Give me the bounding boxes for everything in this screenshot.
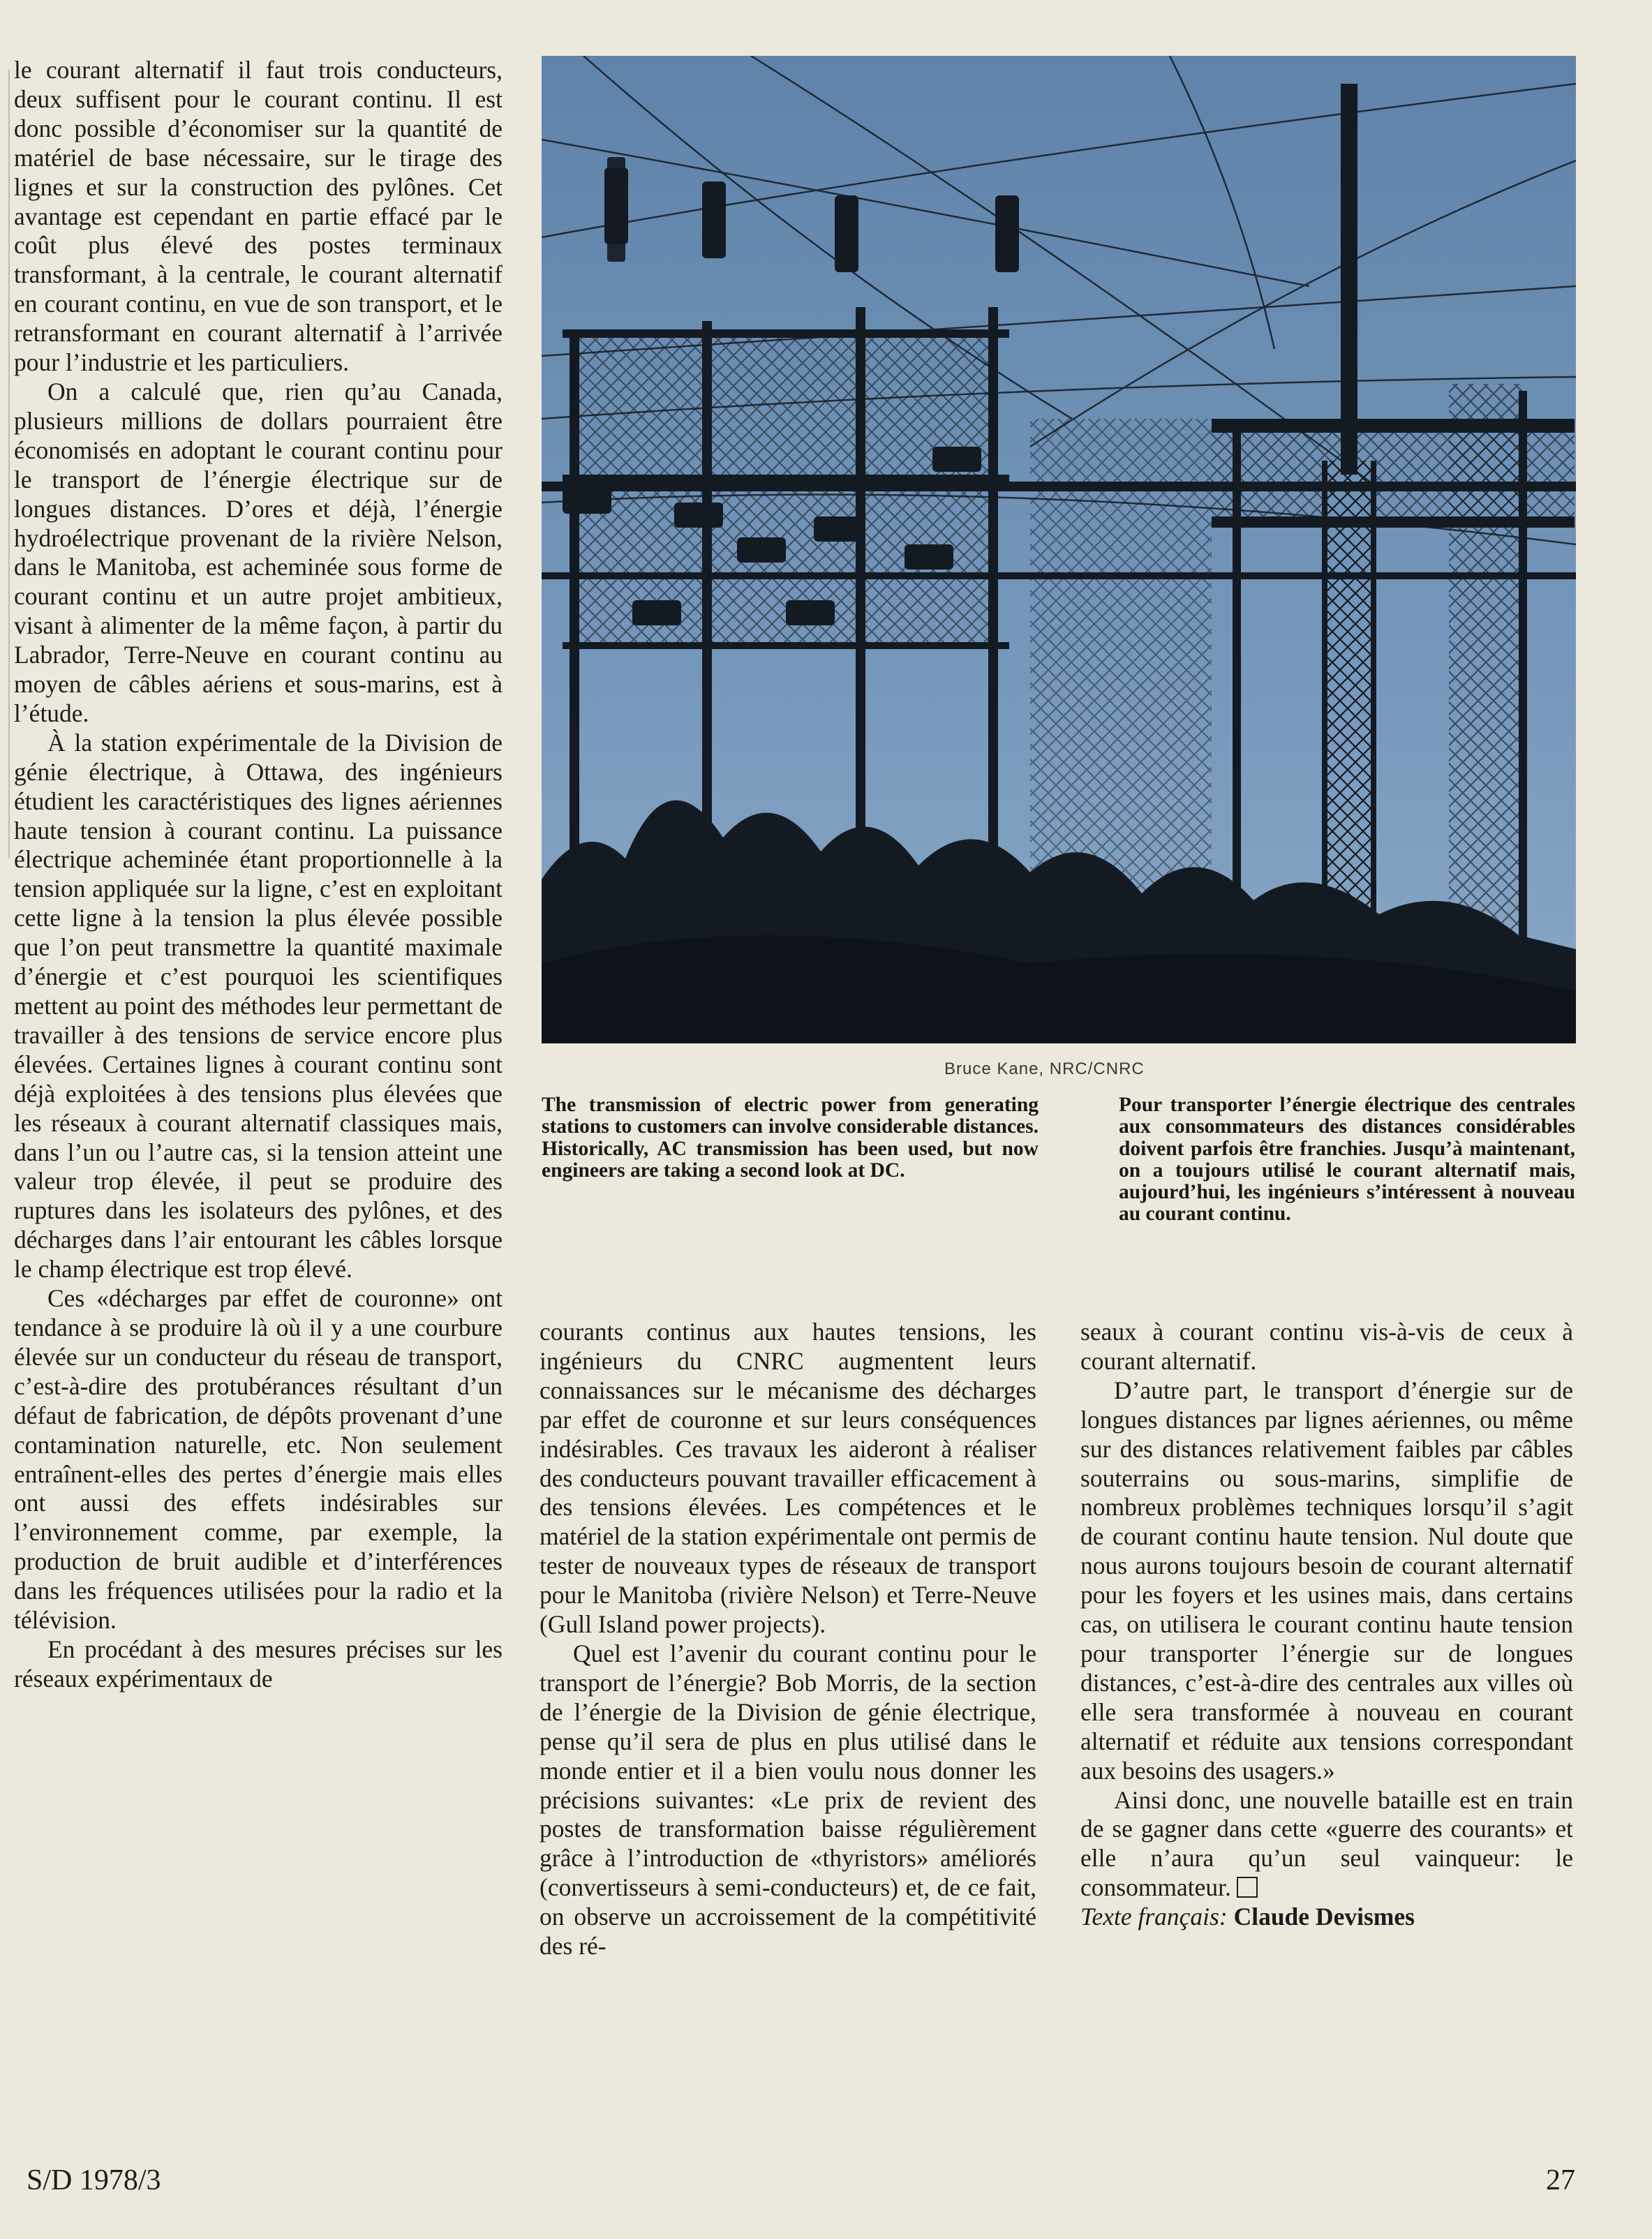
caption-english: The transmission of electric power from generating stations to customers can involve considerable distances. Historically, AC transmission has been used, but now engineers are taking a second look at DC. xyxy=(542,1094,1039,1182)
paragraph-final xyxy=(1080,1786,1573,1903)
article-column-middle xyxy=(539,1318,1036,1961)
paragraph: D’autre part, le transport d’énergie sur de longues distances par lignes aériennes, ou même sur des distances relativement faibles par câbles souterrains ou sous-marins, simplifie de nombreux problèmes techniques lorsqu’il s’agit de courant continu haute tension. Nul doute que nous aurons toujours besoin de courant alternatif pour les foyers et les usines mais, dans certains cas, on utilisera le courant continu haute tension pour transporter l’énergie sur de longues distances, c’est-à-dire des centrales aux villes où elle sera transformée à nouveau en courant alternatif et réduite aux tensions correspondant aux besoins des usagers.» xyxy=(1080,1376,1573,1785)
issue-folio: S/D 1978/3 xyxy=(27,2164,161,2196)
paragraph: seaux à courant continu vis-à-vis de ceux à courant alternatif. xyxy=(1080,1318,1573,1375)
article-column-left xyxy=(14,56,503,1694)
translator-label: Texte français: xyxy=(1080,1903,1228,1931)
translator-name: Claude Devismes xyxy=(1233,1903,1415,1931)
photo-credit: Bruce Kane, NRC/CNRC xyxy=(944,1059,1145,1078)
page-edge-shadow xyxy=(8,70,10,858)
paragraph-final-text: Ainsi donc, une nouvelle bataille est en train de se gagner dans cette «guerre des courants» et elle n’aura qu’un seul vainqueur: le consommateur. xyxy=(1080,1785,1573,1902)
paragraph: courants continus aux hautes tensions, les ingénieurs du CNRC augmentent leurs connaissances sur le mécanisme des décharges par effet de couronne et sur leurs conséquences indésirables. Ces travaux les aideront à réaliser des conducteurs pouvant travailler efficacement à des tensions élevées. Les compétences et le matériel de la station expérimentale ont permis de tester de nouveaux types de réseaux de transport pour le Manitoba (rivière Nelson) et Terre-Neuve (Gull Island power projects). xyxy=(539,1318,1036,1639)
paragraph: Quel est l’avenir du courant continu pour le transport de l’énergie? Bob Morris, de la section de l’énergie de la Division de génie électrique, pense qu’il sera de plus en plus utilisé dans le monde entier et il a bien voulu nous donner les précisions suivantes: «Le prix de revient des postes de transformation baisse régulièrement grâce à l’introduction de «thyristors» améliorés (convertisseurs à semi-conducteurs) et, de ce fait, on observe un accroissement de la compétitivité des ré- xyxy=(539,1639,1036,1961)
paragraph: En procédant à des mesures précises sur les réseaux expérimentaux de xyxy=(14,1635,503,1693)
paragraph: Ces «décharges par effet de couronne» ont tendance à se produire là où il y a une courbure élevée sur un conducteur du réseau de transport, c’est-à-dire des protubérances résultant d’un défaut de fabrication, de dépôts provenant d’une contamination naturelle, etc. Non seulement entraînent-elles des pertes d’énergie mais elles ont aussi des effets indésirables sur l’environnement comme, par exemple, la production de bruit audible et d’interférences dans les fréquences utilisées pour la radio et la télévision. xyxy=(14,1284,503,1635)
end-of-article-mark-icon xyxy=(1237,1877,1258,1898)
paragraph: On a calculé que, rien qu’au Canada, plusieurs millions de dollars pourraient être économisés en adoptant le courant continu pour le transport de l’énergie électrique sur de longues distances. D’ores et déjà, l’énergie hydroélectrique provenant de la rivière Nelson, dans le Manitoba, est acheminée sous forme de courant continu et un autre projet ambitieux, visant à alimenter de la même façon, à partir du Labrador, Terre-Neuve en courant continu au moyen de câbles aériens et sous-marins, est à l’étude. xyxy=(14,377,503,727)
paragraph: le courant alternatif il faut trois conducteurs, deux suffisent pour le courant continu. Il est donc possible d’économiser sur la quantité de matériel de base nécessaire, sur le tirage des lignes et sur la construction des pylônes. Cet avantage est cependant en partie effacé par le coût plus élevé des postes terminaux transformant, à la centrale, le courant alternatif en courant continu, en vue de son transport, et le retransformant en courant alternatif à l’arrivée pour l’industrie et les particuliers. xyxy=(14,56,503,377)
page-number: 27 xyxy=(1546,2164,1575,2196)
substation-photo xyxy=(542,56,1576,1043)
substation-silhouette-image xyxy=(542,56,1576,1043)
article-column-right xyxy=(1080,1318,1573,1932)
caption-french: Pour transporter l’énergie électrique des centrales aux consommateurs des distances considérables doivent parfois être franchies. Jusqu’à maintenant, on a toujours utilisé le courant alternatif mais, aujourd’hui, les ingénieurs s’intéressent à nouveau au courant continu. xyxy=(1119,1094,1575,1226)
translator-credit xyxy=(1080,1903,1573,1932)
paragraph: À la station expérimentale de la Division de génie électrique, à Ottawa, des ingénieurs étudient les caractéristiques des lignes aériennes haute tension à courant continu. La puissance électrique acheminée étant proportionnelle à la tension appliquée sur la ligne, c’est en exploitant cette ligne à la tension la plus élevée possible que l’on peut transmettre la quantité maximale d’énergie et c’est pourquoi les scientifiques mettent au point des méthodes leur permettant de travailler à des tensions de service encore plus élevées. Certaines lignes à courant continu sont déjà exploitées à des tensions plus élevées que les réseaux à courant alternatif classiques mais, dans l’un ou l’autre cas, si la tension atteint une valeur trop élevée, il peut se produire des ruptures dans les isolateurs des pylônes, et des décharges dans l’air entourant les câbles lorsque le champ électrique est trop élevé. xyxy=(14,728,503,1284)
